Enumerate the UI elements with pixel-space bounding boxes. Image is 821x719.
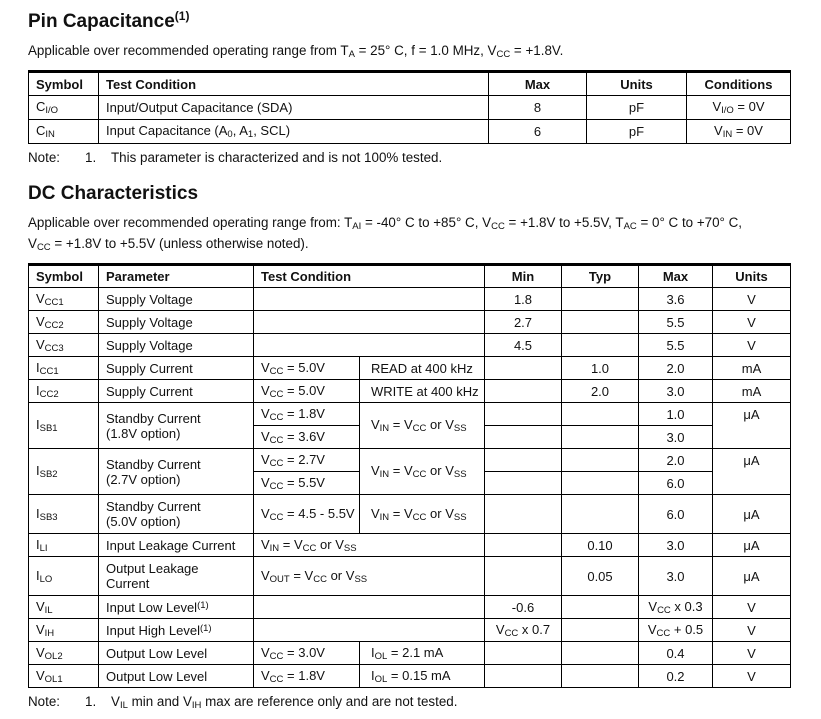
parameter-cell: Input Leakage Current <box>99 534 254 557</box>
test-condition-cell: VCC = 3.0V <box>254 642 360 665</box>
min-cell <box>485 403 562 426</box>
col-header-symbol: Symbol <box>29 72 99 96</box>
max-cell: 3.6 <box>639 288 713 311</box>
typ-cell <box>562 495 639 534</box>
col-header-test-condition: Test Condition <box>99 72 489 96</box>
table-row-vcc2 <box>29 311 791 334</box>
parameter-cell <box>99 495 254 534</box>
test-condition-cell: WRITE at 400 kHz <box>360 380 485 403</box>
parameter-cell: Supply Current <box>99 380 254 403</box>
symbol-cell: VCC3 <box>29 334 99 357</box>
parameter-cell <box>99 557 254 596</box>
test-condition-cell: IOL = 2.1 mA <box>360 642 485 665</box>
min-cell <box>485 357 562 380</box>
max-cell: VCC x 0.3 <box>639 596 713 619</box>
max-cell: VCC + 0.5 <box>639 619 713 642</box>
note-label: Note: <box>28 694 61 709</box>
max-cell: 6.0 <box>639 472 713 495</box>
parameter-cell: Output Low Level <box>99 665 254 688</box>
test-condition-cell: VIN = VCC or VSS <box>254 534 485 557</box>
test-condition-cell: VOUT = VCC or VSS <box>254 557 485 596</box>
parameter-cell: Supply Current <box>99 357 254 380</box>
max-cell: 2.0 <box>639 449 713 472</box>
table-row-isb2 <box>29 449 791 472</box>
test-condition-cell: VIN = VCC or VSS <box>360 495 485 534</box>
dc-characteristics-note <box>28 694 793 714</box>
parameter-line-2: (2.7V option) <box>106 471 181 487</box>
table-header-row <box>29 72 791 96</box>
max-cell: 8 <box>489 96 587 120</box>
units-cell: pF <box>587 96 687 120</box>
dc-characteristics-table <box>28 263 791 688</box>
col-header-typ: Typ <box>562 265 639 288</box>
min-cell <box>485 534 562 557</box>
parameter-cell: Input High Level$^{(1)}$ <box>99 619 254 642</box>
parameter-cell: Supply Voltage <box>99 288 254 311</box>
min-cell: 4.5 <box>485 334 562 357</box>
test-condition-cell: VCC = 4.5 - 5.5V <box>254 495 360 534</box>
units-cell: μA <box>713 557 791 596</box>
min-cell <box>485 449 562 472</box>
units-cell: μA <box>713 534 791 557</box>
min-cell: VCC x 0.7 <box>485 619 562 642</box>
typ-cell <box>562 449 639 472</box>
symbol-cell: ISB2 <box>29 449 99 495</box>
typ-cell <box>562 288 639 311</box>
max-cell: 6.0 <box>639 495 713 534</box>
typ-cell <box>562 665 639 688</box>
table-row-isb3 <box>29 495 791 534</box>
min-cell <box>485 642 562 665</box>
parameter-line-2: (1.8V option) <box>106 425 181 441</box>
parameter-line-1: Standby Current <box>106 456 201 472</box>
test-condition-cell: VIN = VCC or VSS <box>360 449 485 495</box>
typ-cell <box>562 596 639 619</box>
symbol-cell: VIL <box>29 596 99 619</box>
min-cell <box>485 557 562 596</box>
parameter-line-2: Current <box>106 576 150 591</box>
note-text: VIL min and VIH max are reference only and are not tested. <box>111 694 458 711</box>
table-row <box>29 96 791 120</box>
units-cell: mA <box>713 357 791 380</box>
table-row-vol2 <box>29 642 791 665</box>
min-cell: 1.8 <box>485 288 562 311</box>
max-cell: 5.5 <box>639 334 713 357</box>
test-condition-cell <box>254 311 485 334</box>
note-number: 1. <box>85 694 97 709</box>
col-header-units: Units <box>713 265 791 288</box>
col-header-conditions: Conditions <box>687 72 791 96</box>
table-row-icc1 <box>29 357 791 380</box>
col-header-max: Max <box>489 72 587 96</box>
symbol-cell: ICC1 <box>29 357 99 380</box>
symbol-cell: CIN <box>29 120 99 144</box>
parameter-line-2: (5.0V option) <box>106 514 181 529</box>
units-cell: V <box>713 642 791 665</box>
max-cell: 6 <box>489 120 587 144</box>
symbol-cell: ICC2 <box>29 380 99 403</box>
symbol-cell: ILO <box>29 557 99 596</box>
parameter-cell: Supply Voltage <box>99 334 254 357</box>
symbol-cell: ISB1 <box>29 403 99 449</box>
units-cell: μA <box>713 495 791 534</box>
max-cell: 5.5 <box>639 311 713 334</box>
test-condition-cell: VCC = 1.8V <box>254 403 360 426</box>
intro-line-2: VCC = +1.8V to +5.5V (unless otherwise noted). <box>28 236 309 253</box>
section-title-text: Pin Capacitance <box>28 11 175 32</box>
typ-cell: 1.0 <box>562 357 639 380</box>
units-cell: μA <box>713 403 791 449</box>
col-header-parameter: Parameter <box>99 265 254 288</box>
table-row-icc2 <box>29 380 791 403</box>
typ-cell <box>562 311 639 334</box>
symbol-cell: VOL1 <box>29 665 99 688</box>
max-cell: 3.0 <box>639 426 713 449</box>
conditions-cell: VI/O = 0V <box>687 96 791 120</box>
units-cell: V <box>713 334 791 357</box>
test-condition-cell: VCC = 1.8V <box>254 665 360 688</box>
test-condition-cell <box>254 619 485 642</box>
typ-cell: 2.0 <box>562 380 639 403</box>
units-cell: mA <box>713 380 791 403</box>
section-title-pin-capacitance <box>28 9 793 33</box>
parameter-cell: Input Low Level$^{(1)}$ <box>99 596 254 619</box>
parameter-cell <box>99 403 254 449</box>
symbol-cell: ISB3 <box>29 495 99 534</box>
pin-capacitance-table <box>28 70 791 144</box>
symbol-cell: VCC1 <box>29 288 99 311</box>
conditions-cell: VIN = 0V <box>687 120 791 144</box>
table-row-vcc1 <box>29 288 791 311</box>
table-row <box>29 120 791 144</box>
max-cell: 1.0 <box>639 403 713 426</box>
max-cell: 2.0 <box>639 357 713 380</box>
min-cell <box>485 495 562 534</box>
symbol-cell: ILI <box>29 534 99 557</box>
typ-cell: 0.05 <box>562 557 639 596</box>
test-condition-cell: VCC = 5.5V <box>254 472 360 495</box>
typ-cell: 0.10 <box>562 534 639 557</box>
table-header-row <box>29 265 791 288</box>
test-condition-cell: VCC = 3.6V <box>254 426 360 449</box>
units-cell: V <box>713 665 791 688</box>
max-cell: 0.4 <box>639 642 713 665</box>
parameter-cell: Supply Voltage <box>99 311 254 334</box>
note-number: 1. <box>85 150 97 165</box>
units-cell: V <box>713 311 791 334</box>
units-cell: V <box>713 596 791 619</box>
pin-capacitance-intro: Applicable over recommended operating range from TA = 25° C, f = 1.0 MHz, VCC = +1.8V. <box>28 43 564 60</box>
table-row-vol1 <box>29 665 791 688</box>
dc-characteristics-intro <box>28 214 793 256</box>
typ-cell <box>562 642 639 665</box>
min-cell: -0.6 <box>485 596 562 619</box>
test-condition-cell: VCC = 2.7V <box>254 449 360 472</box>
title-footnote-superscript: (1) <box>174 9 190 23</box>
symbol-cell: VOL2 <box>29 642 99 665</box>
section-title-dc-characteristics <box>28 183 793 205</box>
max-cell: 3.0 <box>639 380 713 403</box>
test-condition-cell: VCC = 5.0V <box>254 380 360 403</box>
units-cell: μA <box>713 449 791 495</box>
min-cell <box>485 472 562 495</box>
units-cell: V <box>713 619 791 642</box>
test-condition-cell: VIN = VCC or VSS <box>360 403 485 449</box>
col-header-min: Min <box>485 265 562 288</box>
test-condition-cell: IOL = 0.15 mA <box>360 665 485 688</box>
parameter-cell: Output Low Level <box>99 642 254 665</box>
col-header-max: Max <box>639 265 713 288</box>
test-condition-cell: Input Capacitance (A0, A1, SCL) <box>99 120 489 144</box>
symbol-cell: CI/O <box>29 96 99 120</box>
test-condition-cell: VCC = 5.0V <box>254 357 360 380</box>
test-condition-cell: READ at 400 kHz <box>360 357 485 380</box>
min-cell: 2.7 <box>485 311 562 334</box>
min-cell <box>485 665 562 688</box>
min-cell <box>485 426 562 449</box>
max-cell: 0.2 <box>639 665 713 688</box>
col-header-symbol: Symbol <box>29 265 99 288</box>
parameter-line-1: Standby Current <box>106 410 201 426</box>
section-title-text: DC Characteristics <box>28 183 199 204</box>
parameter-line-1: Output Leakage <box>106 561 199 576</box>
min-cell <box>485 380 562 403</box>
parameter-cell <box>99 449 254 495</box>
typ-cell <box>562 403 639 426</box>
typ-cell <box>562 472 639 495</box>
max-cell: 3.0 <box>639 534 713 557</box>
note-text: This parameter is characterized and is not 100% tested. <box>111 150 443 165</box>
units-cell: V <box>713 288 791 311</box>
table-row-vil <box>29 596 791 619</box>
col-header-test-condition: Test Condition <box>254 265 485 288</box>
max-cell: 3.0 <box>639 557 713 596</box>
table-row-isb1 <box>29 403 791 426</box>
table-row-vih <box>29 619 791 642</box>
note-label: Note: <box>28 150 61 165</box>
col-header-units: Units <box>587 72 687 96</box>
symbol-cell: VIH <box>29 619 99 642</box>
test-condition-cell <box>254 288 485 311</box>
units-cell: pF <box>587 120 687 144</box>
typ-cell <box>562 619 639 642</box>
table-row-vcc3 <box>29 334 791 357</box>
test-condition-cell <box>254 334 485 357</box>
symbol-cell: VCC2 <box>29 311 99 334</box>
test-condition-cell <box>254 596 485 619</box>
typ-cell <box>562 426 639 449</box>
parameter-line-1: Standby Current <box>106 499 201 514</box>
typ-cell <box>562 334 639 357</box>
table-row-ilo <box>29 557 791 596</box>
test-condition-cell: Input/Output Capacitance (SDA) <box>99 96 489 120</box>
table-row-ili <box>29 534 791 557</box>
intro-line-1: Applicable over recommended operating range from: TAI = -40° C to +85° C, VCC = +1.8V to +5.5V, TAC = 0° C to +70° C, <box>28 215 743 232</box>
pin-capacitance-note <box>28 150 793 166</box>
